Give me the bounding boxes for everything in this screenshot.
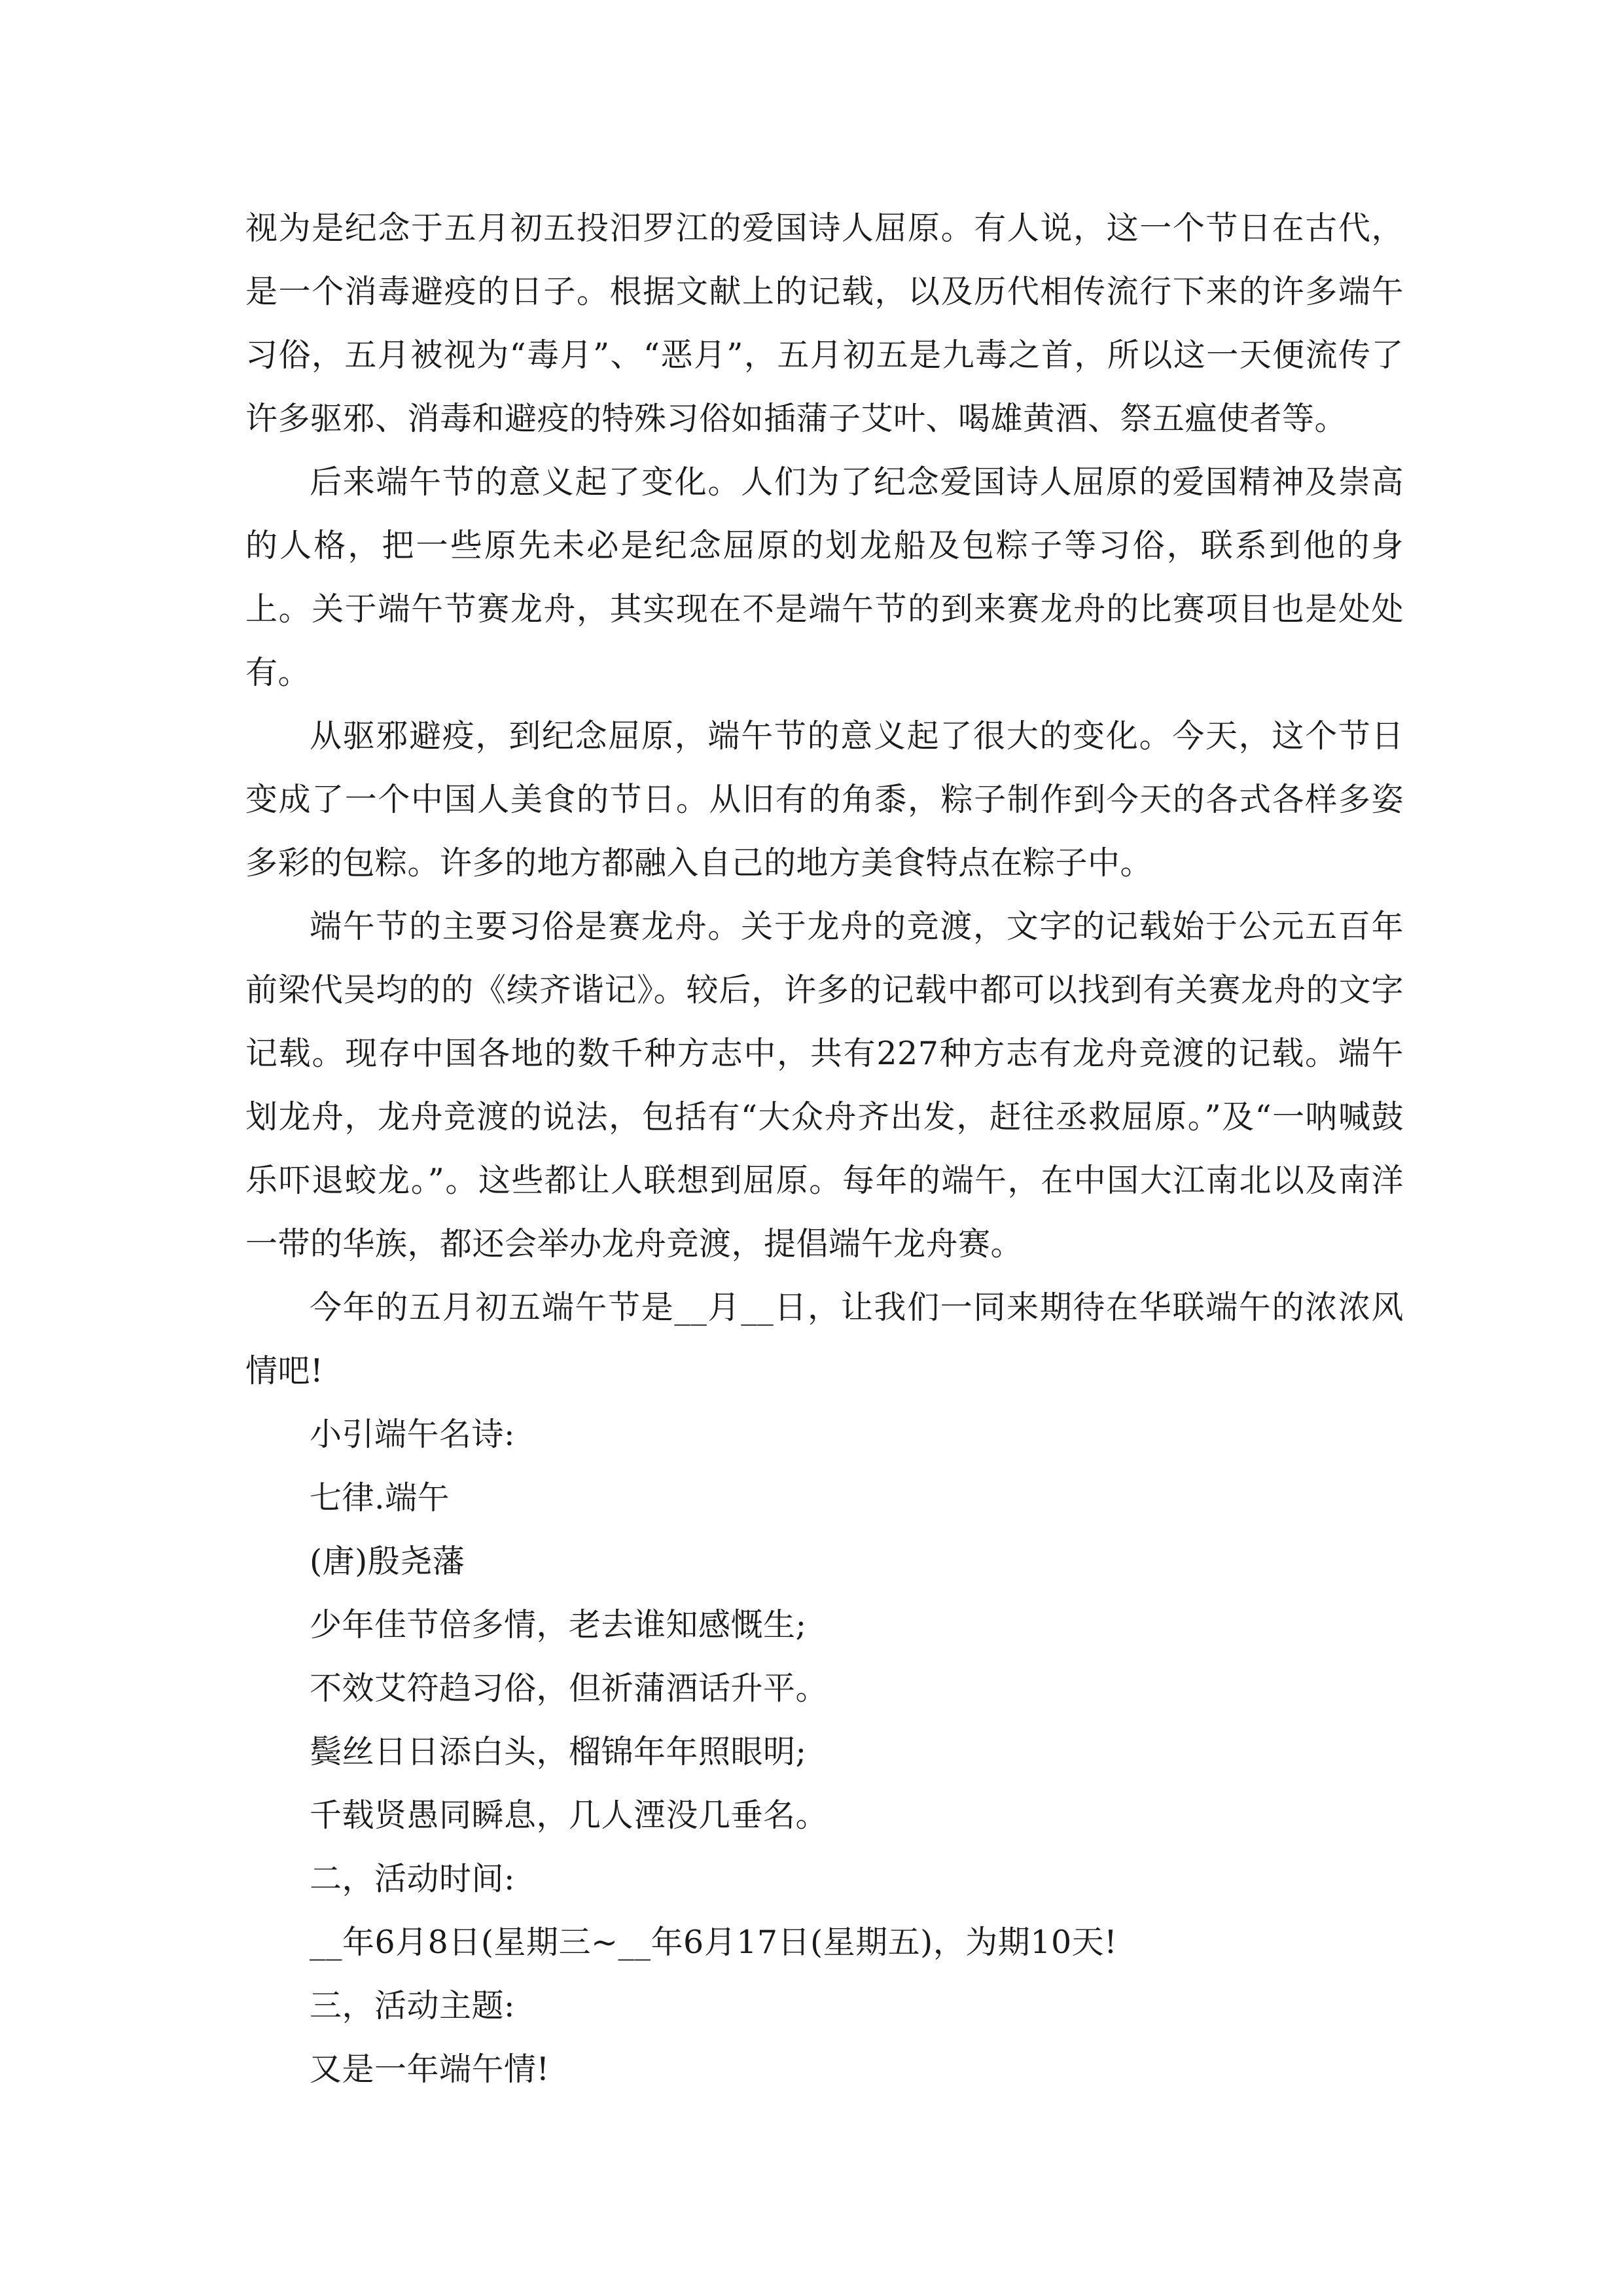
paragraph-meaning-change: 后来端午节的意义起了变化。人们为了纪念爱国诗人屈原的爱国精神及崇高的人格，把一些原先未必是纪念屈原的划龙船及包粽子等习俗，联系到他的身上。关于端午节赛龙舟，其实现在不是端午节的到来赛龙舟的比赛项目也是处处有。: [245, 463, 1404, 691]
activity-theme-text: 又是一年端午情!: [310, 2051, 550, 2088]
poem-line-3: 鬓丝日日添白头，榴锦年年照眼明;: [310, 1733, 807, 1770]
poem-title: 七律.端午: [310, 1479, 450, 1516]
section-heading-activity-theme: 三，活动主题:: [310, 1987, 516, 2024]
poem-line-4: 千载贤愚同瞬息，几人湮没几垂名。: [310, 1797, 829, 1834]
paragraph-origin: 视为是纪念于五月初五投汨罗江的爱国诗人屈原。有人说，这一个节日在古代，是一个消毒避疫的日子。根据文献上的记载，以及历代相传流行下来的许多端午习俗，五月被视为“毒月”、“恶月”，五月初五是九毒之首，所以这一天便流传了许多驱邪、消毒和避疫的特殊习俗如插蒲子艾叶、喝雄黄酒、祭五瘟使者等。: [245, 209, 1404, 437]
section-heading-activity-time: 二，活动时间:: [310, 1860, 516, 1897]
paragraph-food-festival: 从驱邪避疫，到纪念屈原，端午节的意义起了很大的变化。今天，这个节日变成了一个中国人美食的节日。从旧有的角黍，粽子制作到今天的各式各样多姿多彩的包粽。许多的地方都融入自己的地方美食特点在粽子中。: [245, 717, 1404, 882]
paragraph-dragon-boat: 端午节的主要习俗是赛龙舟。关于龙舟的竞渡，文字的记载始于公元五百年前梁代吴均的的《续齐谐记》。较后，许多的记载中都可以找到有关赛龙舟的文字记载。现存中国各地的数千种方志中，共有227种方志有龙舟竞渡的记载。端午划龙舟，龙舟竞渡的说法，包括有“大众舟齐出发，赶往丞救屈原。”及“一呐喊鼓乐吓退蛟龙。”。这些都让人联想到屈原。每年的端午，在中国大江南北以及南洋一带的华族，都还会举办龙舟竞渡，提倡端午龙舟赛。: [245, 908, 1404, 1263]
activity-time-text: __年6月8日(星期三~__年6月17日(星期五)，为期10天!: [310, 1924, 1118, 1961]
poem-line-2: 不效艾符趋习俗，但祈蒲酒话升平。: [310, 1670, 829, 1707]
poem-line-1: 少年佳节倍多情，老去谁知感慨生;: [310, 1606, 807, 1643]
poem-author: (唐)殷尧藩: [310, 1543, 465, 1580]
paragraph-this-year: 今年的五月初五端午节是__月__日，让我们一同来期待在华联端午的浓浓风情吧!: [245, 1289, 1404, 1390]
poem-intro-heading: 小引端午名诗:: [310, 1416, 516, 1453]
document-body: [245, 196, 1404, 2101]
